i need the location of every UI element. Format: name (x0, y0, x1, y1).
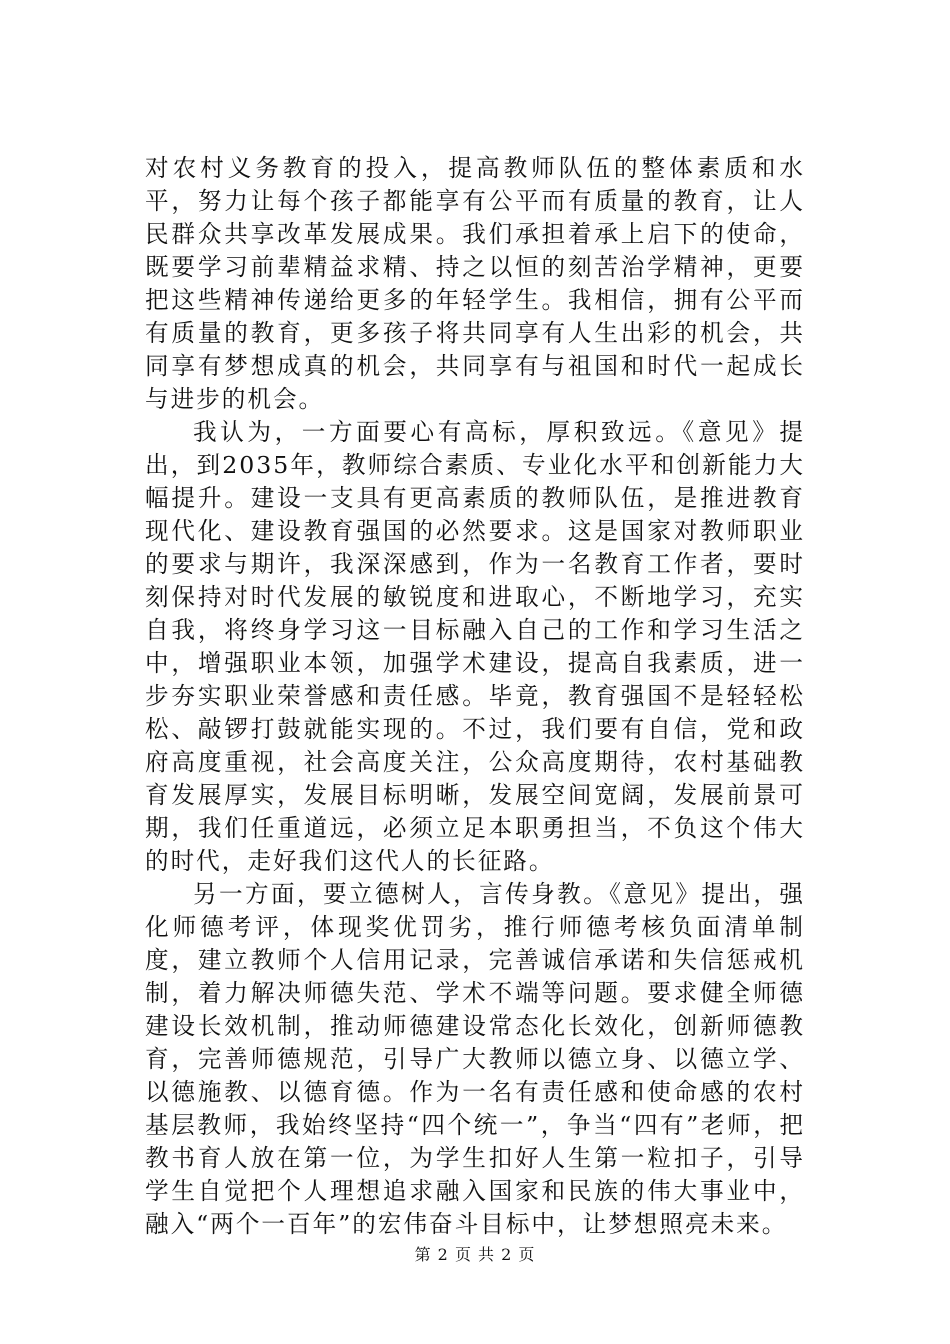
page-number-footer: 第 2 页 共 2 页 (414, 1245, 536, 1264)
paragraph-virtue: 另一方面，要立德树人，言传身教。《意见》提出，强化师德考评，体现奖优罚劣，推行师德考核负面清单制度，建立教师个人信用记录，完善诚信承诺和失信惩戒机制，着力解决师德失范、学术不端等问题。要求健全师德建设长效机制，推动师德建设常态化长效化，创新师德教育，完善师德规范，引导广大教师以德立身、以德立学、以德施教、以德育德。作为一名有责任感和使命感的农村基层教师，我始终坚持“四个统一”，争当“四有”老师，把教书育人放在第一位，为学生扣好人生第一粒扣子，引导学生自觉把个人理想追求融入国家和民族的伟大事业中，融入“两个一百年”的宏伟奋斗目标中，让梦想照亮未来。 (145, 880, 805, 1238)
paragraph-continued: 对农村义务教育的投入，提高教师队伍的整体素质和水平，努力让每个孩子都能享有公平而有质量的教育，让人民群众共享改革发展成果。我们承担着承上启下的使命，既要学习前辈精益求精、持之以恒的刻苦治学精神，更要把这些精神传递给更多的年轻学生。我相信，拥有公平而有质量的教育，更多孩子将共同享有人生出彩的机会，共同享有梦想成真的机会，共同享有与祖国和时代一起成长与进步的机会。 (145, 154, 805, 413)
document-body (145, 152, 805, 1241)
paragraph-aspiration: 我认为，一方面要心有高标，厚积致远。《意见》提出，到2035年，教师综合素质、专业化水平和创新能力大幅提升。建设一支具有更高素质的教师队伍，是推进教育现代化、建设教育强国的必然要求。这是国家对教师职业的要求与期许，我深深感到，作为一名教育工作者，要时刻保持对时代发展的敏锐度和进取心，不断地学习，充实自我，将终身学习这一目标融入自己的工作和学习生活之中，增强职业本领，加强学术建设，提高自我素质，进一步夯实职业荣誉感和责任感。毕竟，教育强国不是轻轻松松、敲锣打鼓就能实现的。不过，我们要有自信，党和政府高度重视，社会高度关注，公众高度期待，农村基础教育发展厚实，发展目标明晰，发展空间宽阔，发展前景可期，我们任重道远，必须立足本职勇担当，不负这个伟大的时代，走好我们这代人的长征路。 (145, 418, 805, 875)
